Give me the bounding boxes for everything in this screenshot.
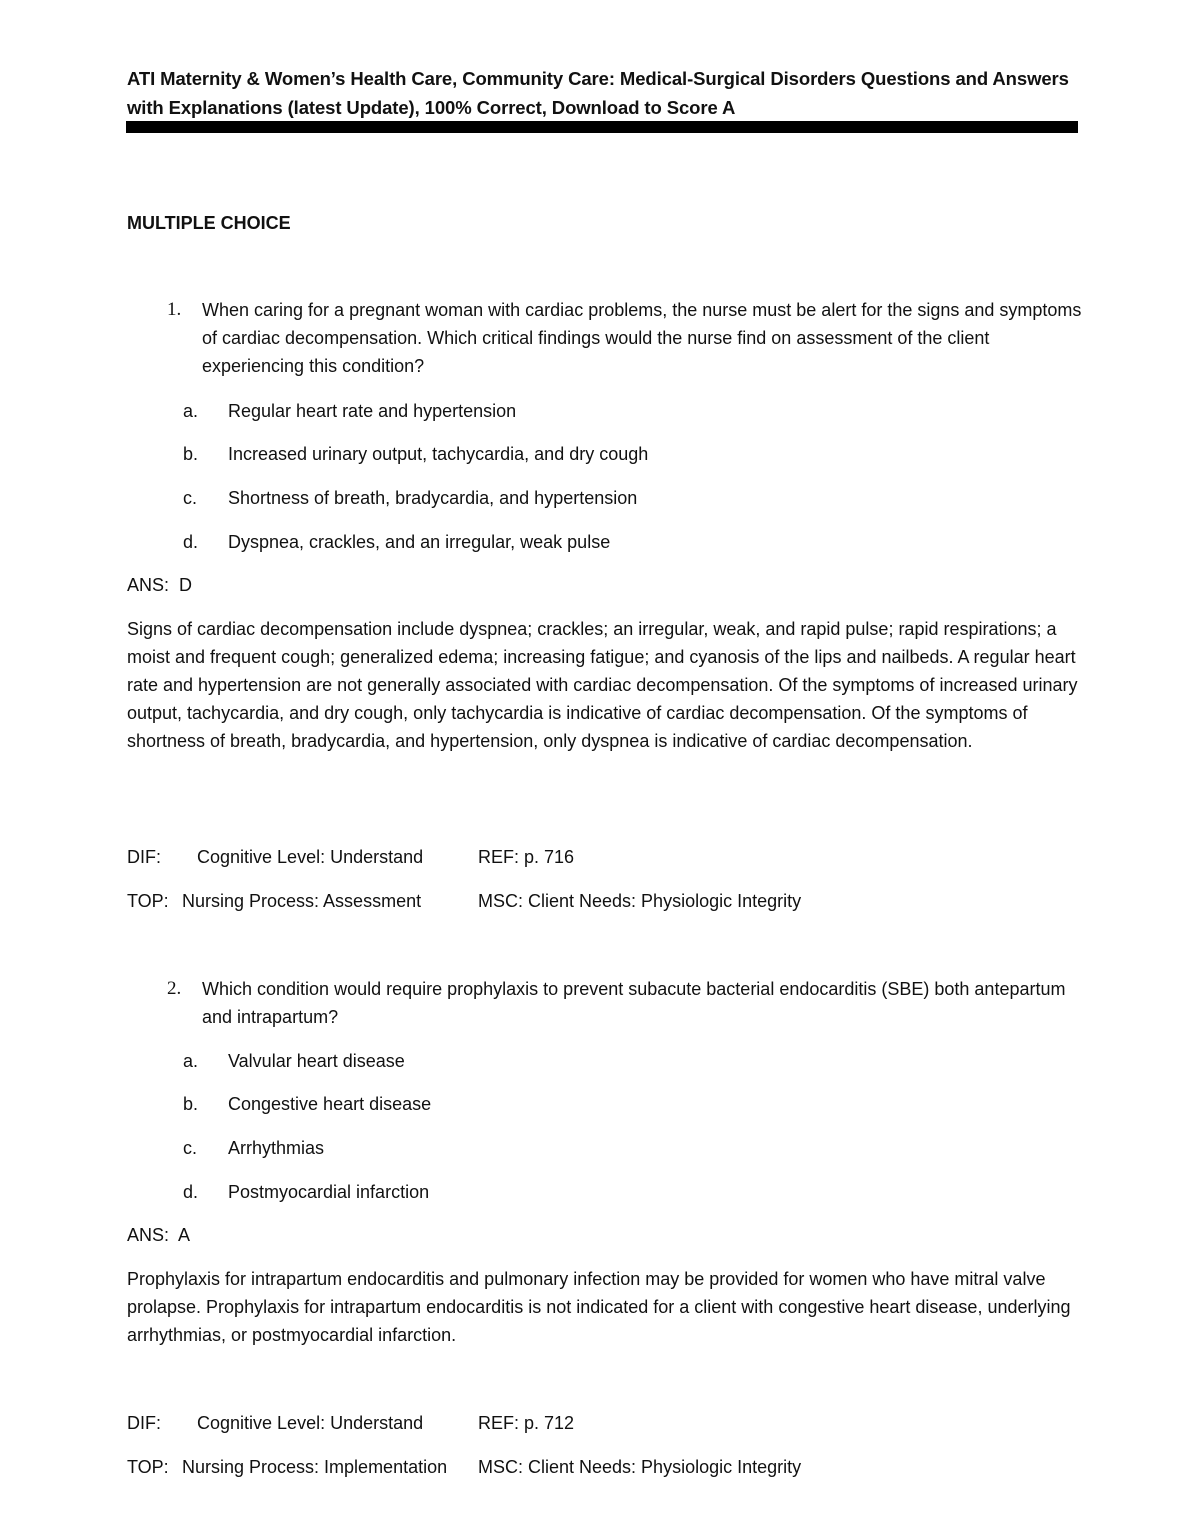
option-letter: d. <box>183 1182 199 1202</box>
option-text: Regular heart rate and hypertension <box>228 401 517 421</box>
answer-key: ANS: D <box>127 575 193 595</box>
option-letter: c. <box>183 1138 198 1158</box>
document-title: ATI Maternity & Women’s Health Care, Community Care: Medical-Surgical Disorders Questions and Answers with Explanations (latest Update), 100% Correct, Download to Score A <box>127 68 1069 118</box>
option-letter: c. <box>183 488 198 508</box>
option-letter: b. <box>183 1094 199 1114</box>
msc-value: MSC: Client Needs: Physiologic Integrity <box>478 891 802 911</box>
answer-rationale: Signs of cardiac decompensation include dyspnea; crackles; an irregular, weak, and rapid pulse; rapid respirations; a moist and frequent cough; generalized edema; increasing fatigue; and cyanosis of the lips and nailbeds. A regular heart rate and hypertension are not generally associated with cardiac decompensation. Of the symptoms of increased urinary output, tachycardia, and dry cough, only tachycardia is indicative of cardiac decompensation. Of the symptoms of shortness of breath, bradycardia, and hypertension, only dyspnea is indicative of cardiac decompensation. <box>127 619 1078 751</box>
option-text: Congestive heart disease <box>228 1094 432 1114</box>
dif-label: DIF: <box>127 1413 161 1433</box>
option-text: Dyspnea, crackles, and an irregular, weak pulse <box>228 532 611 552</box>
option-text: Postmyocardial infarction <box>228 1182 430 1202</box>
question-number: 2. <box>167 978 182 999</box>
option-text: Increased urinary output, tachycardia, and dry cough <box>228 444 649 464</box>
section-heading: MULTIPLE CHOICE <box>127 213 291 233</box>
dif-value: Cognitive Level: Understand <box>197 847 424 867</box>
option-letter: a. <box>183 1051 199 1071</box>
ref-value: REF: p. 712 <box>478 1413 575 1433</box>
option-text: Shortness of breath, bradycardia, and hypertension <box>228 488 638 508</box>
top-label: TOP: <box>127 891 169 911</box>
top-value: Nursing Process: Implementation <box>182 1457 448 1477</box>
dif-label: DIF: <box>127 847 161 867</box>
answer-key: ANS: A <box>127 1225 191 1245</box>
top-value: Nursing Process: Assessment <box>182 891 422 911</box>
option-letter: b. <box>183 444 199 464</box>
header-divider <box>126 121 1078 133</box>
question-number: 1. <box>167 299 182 320</box>
question-text: When caring for a pregnant woman with cardiac problems, the nurse must be alert for the signs and symptoms of cardiac decompensation. Which critical findings would the nurse find on assessment of the client experiencing this condition? <box>202 300 1082 376</box>
option-text: Valvular heart disease <box>228 1051 405 1071</box>
msc-value: MSC: Client Needs: Physiologic Integrity <box>478 1457 802 1477</box>
option-letter: d. <box>183 532 199 552</box>
question-text: Which condition would require prophylaxis to prevent subacute bacterial endocarditis (SBE) both antepartum and intrapartum? <box>202 979 1066 1027</box>
option-letter: a. <box>183 401 199 421</box>
option-text: Arrhythmias <box>228 1138 325 1158</box>
top-label: TOP: <box>127 1457 169 1477</box>
ref-value: REF: p. 716 <box>478 847 575 867</box>
dif-value: Cognitive Level: Understand <box>197 1413 424 1433</box>
answer-rationale: Prophylaxis for intrapartum endocarditis and pulmonary infection may be provided for women who have mitral valve prolapse. Prophylaxis for intrapartum endocarditis is not indicated for a client with congestive heart disease, underlying arrhythmias, or postmyocardial infarction. <box>127 1269 1071 1345</box>
